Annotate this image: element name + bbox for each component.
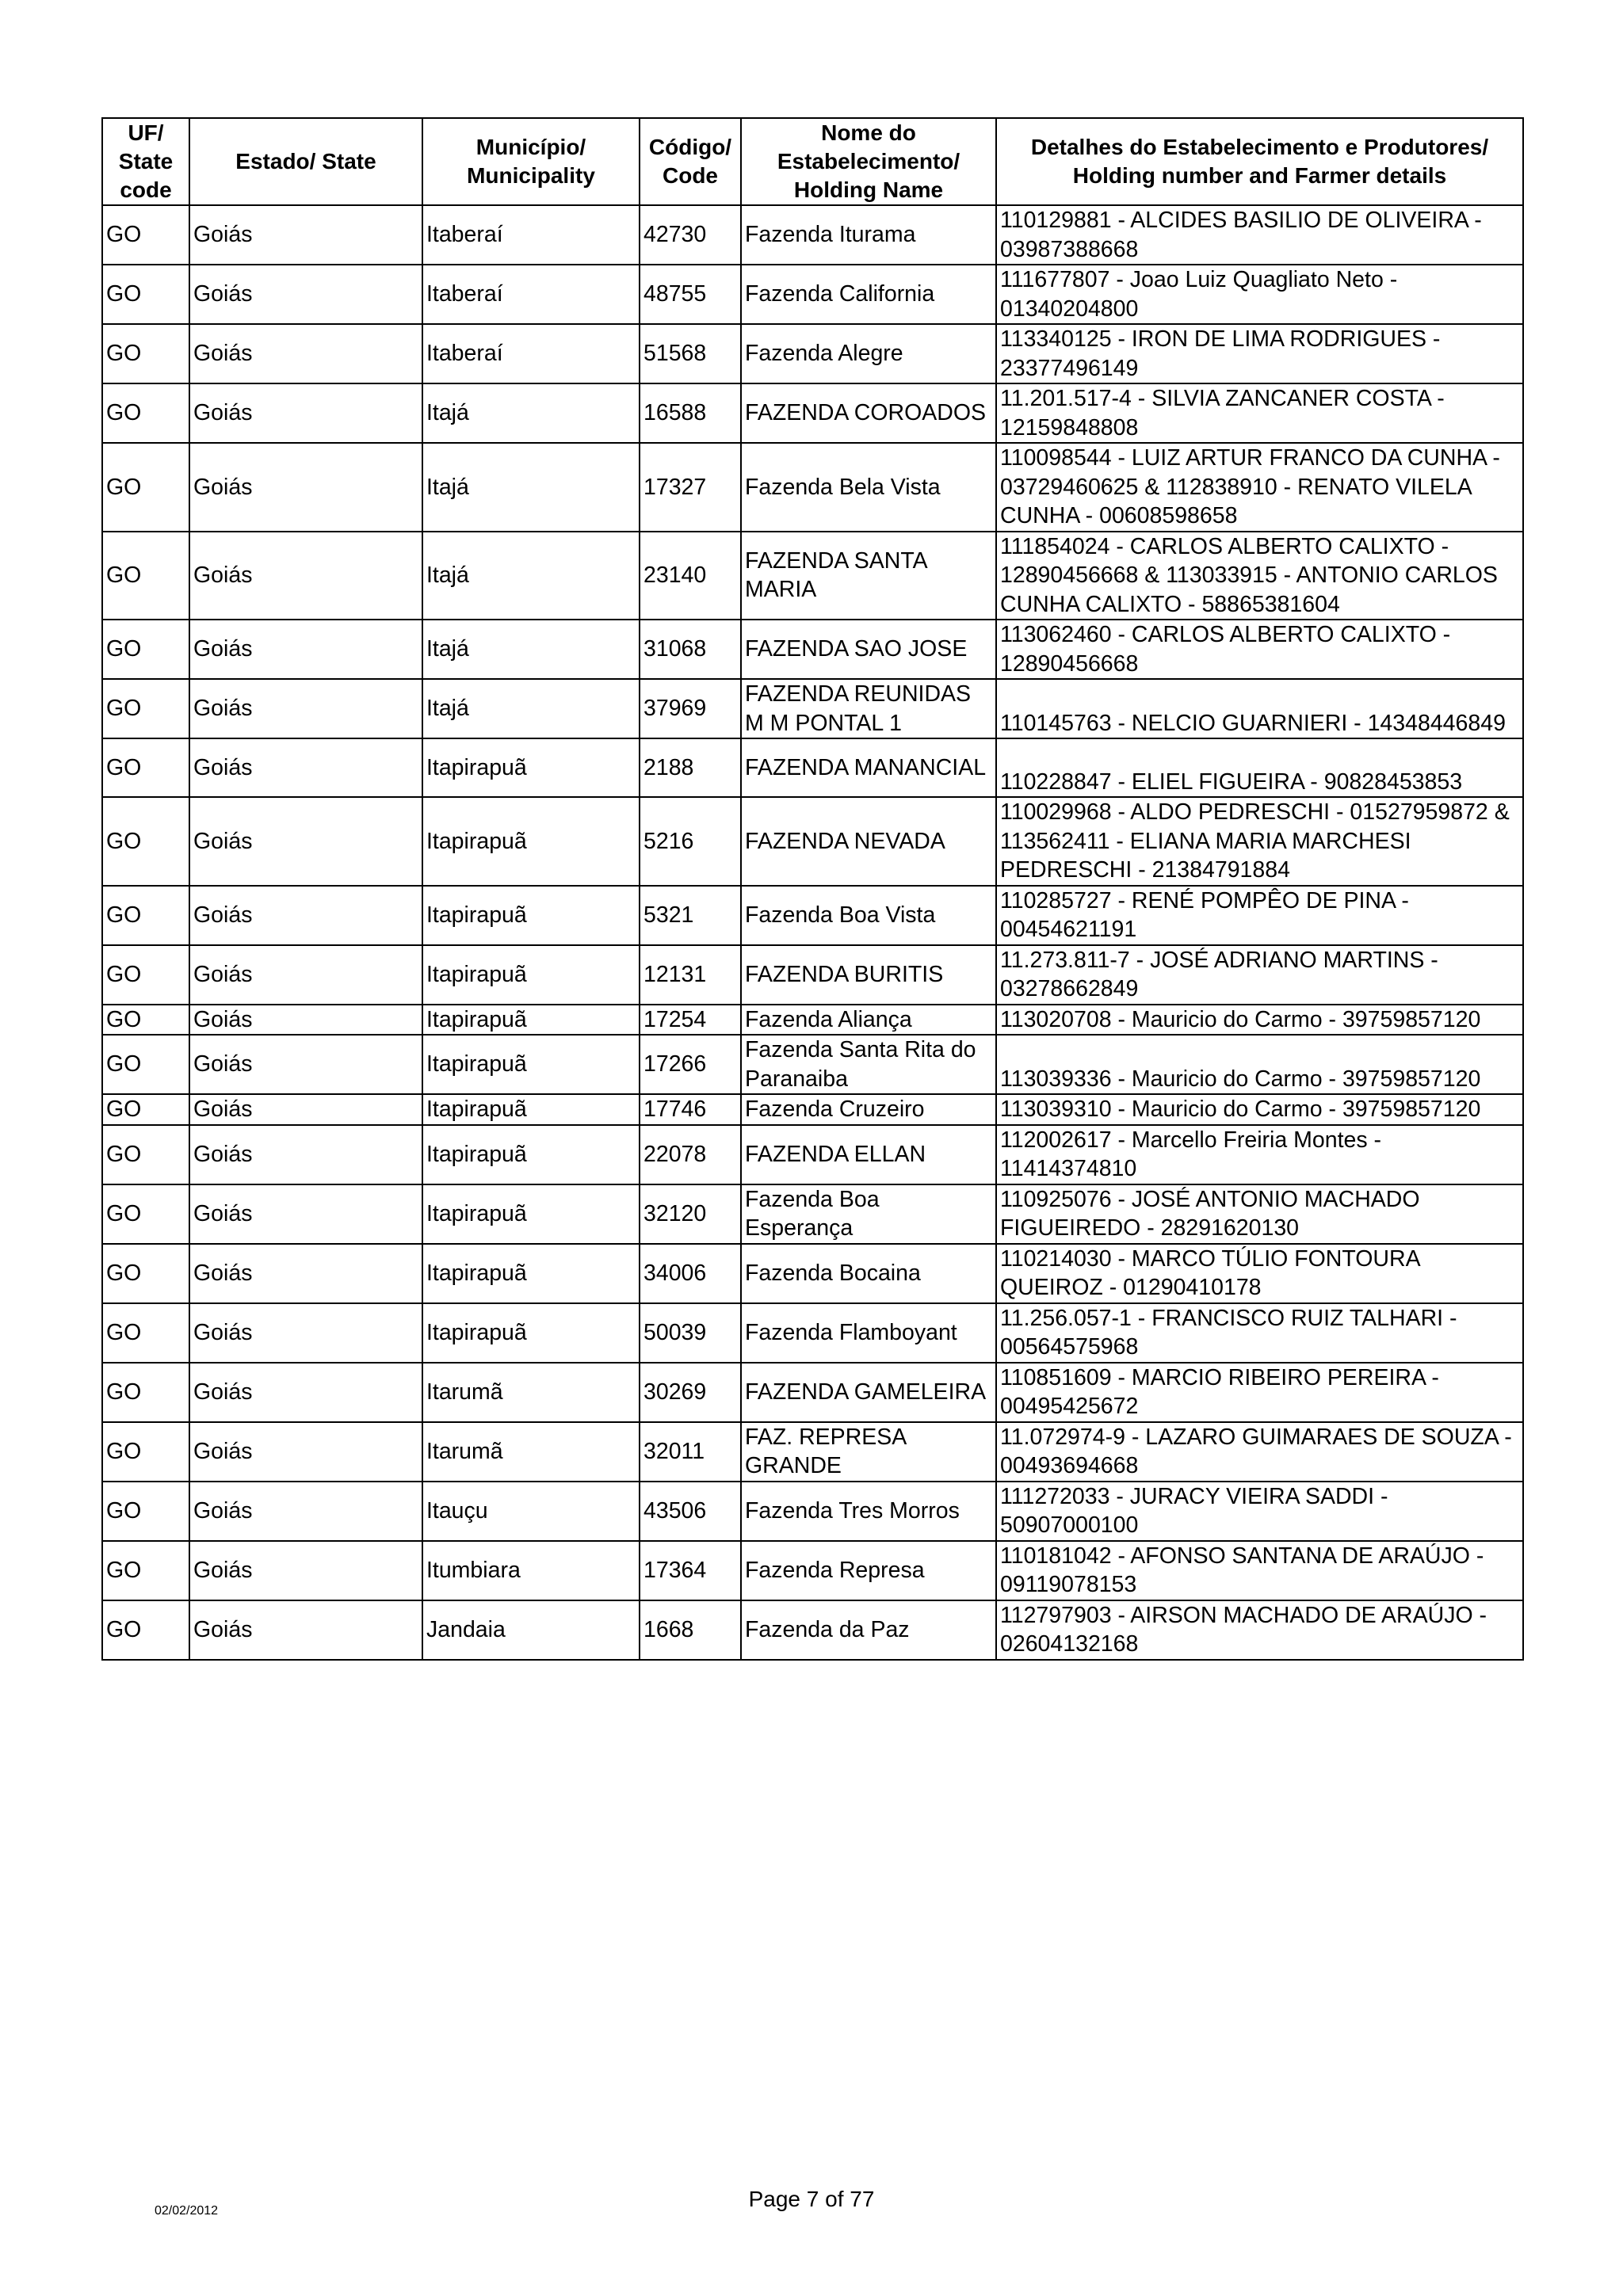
cell-estado: Goiás xyxy=(189,324,422,383)
cell-uf: GO xyxy=(102,443,189,532)
cell-detalhes: 110228847 - ELIEL FIGUEIRA - 90828453853 xyxy=(996,738,1523,797)
cell-detalhes: 110214030 - MARCO TÚLIO FONTOURA QUEIROZ - 01290410178 xyxy=(996,1244,1523,1303)
cell-codigo: 31068 xyxy=(640,620,741,679)
cell-detalhes: 110098544 - LUIZ ARTUR FRANCO DA CUNHA - 03729460625 & 112838910 - RENATO VILELA CUNHA - 00608598658 xyxy=(996,443,1523,532)
cell-municipio: Itapirapuã xyxy=(422,1303,640,1363)
cell-nome: Fazenda Iturama xyxy=(741,205,996,265)
cell-municipio: Itajá xyxy=(422,620,640,679)
cell-estado: Goiás xyxy=(189,1303,422,1363)
header-uf: UF/ State code xyxy=(102,118,189,205)
page-number: Page 7 of 77 xyxy=(748,2187,875,2211)
cell-codigo: 37969 xyxy=(640,679,741,738)
cell-nome: Fazenda da Paz xyxy=(741,1600,996,1660)
cell-nome: Fazenda Cruzeiro xyxy=(741,1094,996,1125)
table-row xyxy=(102,945,1523,1005)
cell-codigo: 32120 xyxy=(640,1184,741,1244)
cell-detalhes: 113039336 - Mauricio do Carmo - 39759857120 xyxy=(996,1035,1523,1094)
cell-nome: FAZENDA GAMELEIRA xyxy=(741,1363,996,1422)
cell-nome: Fazenda Represa xyxy=(741,1541,996,1600)
cell-nome: Fazenda Bela Vista xyxy=(741,443,996,532)
cell-uf: GO xyxy=(102,620,189,679)
cell-uf: GO xyxy=(102,205,189,265)
header-detalhes: Detalhes do Estabelecimento e Produtores/ Holding number and Farmer details xyxy=(996,118,1523,205)
cell-detalhes: 110145763 - NELCIO GUARNIERI - 14348446849 xyxy=(996,679,1523,738)
cell-codigo: 32011 xyxy=(640,1422,741,1482)
cell-municipio: Itumbiara xyxy=(422,1541,640,1600)
table-row xyxy=(102,738,1523,797)
cell-municipio: Itajá xyxy=(422,679,640,738)
cell-municipio: Itapirapuã xyxy=(422,1125,640,1184)
cell-municipio: Itapirapuã xyxy=(422,945,640,1005)
cell-codigo: 17254 xyxy=(640,1005,741,1035)
table-row xyxy=(102,679,1523,738)
cell-uf: GO xyxy=(102,1125,189,1184)
table-row xyxy=(102,1422,1523,1482)
cell-detalhes: 110181042 - AFONSO SANTANA DE ARAÚJO - 09119078153 xyxy=(996,1541,1523,1600)
cell-municipio: Itapirapuã xyxy=(422,1035,640,1094)
cell-detalhes: 11.273.811-7 - JOSÉ ADRIANO MARTINS - 03278662849 xyxy=(996,945,1523,1005)
cell-nome: Fazenda Aliança xyxy=(741,1005,996,1035)
cell-nome: FAZENDA ELLAN xyxy=(741,1125,996,1184)
cell-municipio: Itaberaí xyxy=(422,265,640,324)
table-row xyxy=(102,1094,1523,1125)
cell-nome: Fazenda Bocaina xyxy=(741,1244,996,1303)
header-nome: Nome do Estabelecimento/ Holding Name xyxy=(741,118,996,205)
cell-detalhes: 113340125 - IRON DE LIMA RODRIGUES - 23377496149 xyxy=(996,324,1523,383)
cell-estado: Goiás xyxy=(189,443,422,532)
table-row xyxy=(102,1303,1523,1363)
cell-uf: GO xyxy=(102,679,189,738)
cell-codigo: 22078 xyxy=(640,1125,741,1184)
cell-municipio: Itarumã xyxy=(422,1363,640,1422)
cell-estado: Goiás xyxy=(189,1005,422,1035)
cell-nome: Fazenda Boa Esperança xyxy=(741,1184,996,1244)
cell-estado: Goiás xyxy=(189,532,422,620)
cell-nome: FAZENDA SANTA MARIA xyxy=(741,532,996,620)
cell-codigo: 17266 xyxy=(640,1035,741,1094)
cell-estado: Goiás xyxy=(189,1125,422,1184)
cell-detalhes: 112002617 - Marcello Freiria Montes - 11414374810 xyxy=(996,1125,1523,1184)
cell-uf: GO xyxy=(102,1482,189,1541)
table-row xyxy=(102,797,1523,886)
cell-estado: Goiás xyxy=(189,265,422,324)
cell-estado: Goiás xyxy=(189,1184,422,1244)
header-estado: Estado/ State xyxy=(189,118,422,205)
cell-codigo: 23140 xyxy=(640,532,741,620)
cell-detalhes: 112797903 - AIRSON MACHADO DE ARAÚJO - 02604132168 xyxy=(996,1600,1523,1660)
cell-municipio: Itapirapuã xyxy=(422,1244,640,1303)
cell-estado: Goiás xyxy=(189,1094,422,1125)
cell-nome: Fazenda Boa Vista xyxy=(741,886,996,945)
table-row xyxy=(102,1035,1523,1094)
cell-uf: GO xyxy=(102,1422,189,1482)
table-row xyxy=(102,383,1523,443)
cell-nome: FAZENDA COROADOS xyxy=(741,383,996,443)
cell-uf: GO xyxy=(102,1035,189,1094)
cell-codigo: 51568 xyxy=(640,324,741,383)
cell-municipio: Itaberaí xyxy=(422,324,640,383)
table-row xyxy=(102,886,1523,945)
cell-codigo: 17364 xyxy=(640,1541,741,1600)
cell-municipio: Jandaia xyxy=(422,1600,640,1660)
table-row xyxy=(102,1184,1523,1244)
cell-uf: GO xyxy=(102,886,189,945)
cell-codigo: 17746 xyxy=(640,1094,741,1125)
cell-detalhes: 111854024 - CARLOS ALBERTO CALIXTO - 12890456668 & 113033915 - ANTONIO CARLOS CUNHA CALIXTO - 58865381604 xyxy=(996,532,1523,620)
cell-codigo: 42730 xyxy=(640,205,741,265)
cell-estado: Goiás xyxy=(189,383,422,443)
cell-municipio: Itauçu xyxy=(422,1482,640,1541)
cell-codigo: 2188 xyxy=(640,738,741,797)
cell-estado: Goiás xyxy=(189,1363,422,1422)
table-row xyxy=(102,205,1523,265)
cell-detalhes: 113062460 - CARLOS ALBERTO CALIXTO - 12890456668 xyxy=(996,620,1523,679)
cell-municipio: Itarumã xyxy=(422,1422,640,1482)
table-header-row xyxy=(102,118,1523,205)
cell-uf: GO xyxy=(102,1541,189,1600)
cell-nome: FAZ. REPRESA GRANDE xyxy=(741,1422,996,1482)
cell-estado: Goiás xyxy=(189,797,422,886)
table-row xyxy=(102,620,1523,679)
table-row xyxy=(102,1244,1523,1303)
cell-detalhes: 110925076 - JOSÉ ANTONIO MACHADO FIGUEIREDO - 28291620130 xyxy=(996,1184,1523,1244)
cell-uf: GO xyxy=(102,1094,189,1125)
cell-uf: GO xyxy=(102,383,189,443)
cell-estado: Goiás xyxy=(189,1422,422,1482)
table-row xyxy=(102,1541,1523,1600)
cell-detalhes: 110851609 - MARCIO RIBEIRO PEREIRA - 00495425672 xyxy=(996,1363,1523,1422)
cell-uf: GO xyxy=(102,1600,189,1660)
table-row xyxy=(102,532,1523,620)
cell-municipio: Itapirapuã xyxy=(422,886,640,945)
cell-municipio: Itapirapuã xyxy=(422,797,640,886)
cell-codigo: 5216 xyxy=(640,797,741,886)
cell-detalhes: 110029968 - ALDO PEDRESCHI - 01527959872 & 113562411 - ELIANA MARIA MARCHESI PEDRESCHI - 21384791884 xyxy=(996,797,1523,886)
cell-municipio: Itajá xyxy=(422,443,640,532)
cell-estado: Goiás xyxy=(189,1482,422,1541)
cell-nome: FAZENDA BURITIS xyxy=(741,945,996,1005)
cell-estado: Goiás xyxy=(189,945,422,1005)
cell-codigo: 34006 xyxy=(640,1244,741,1303)
cell-estado: Goiás xyxy=(189,679,422,738)
cell-codigo: 50039 xyxy=(640,1303,741,1363)
cell-detalhes: 11.256.057-1 - FRANCISCO RUIZ TALHARI - 00564575968 xyxy=(996,1303,1523,1363)
cell-detalhes: 11.201.517-4 - SILVIA ZANCANER COSTA - 12159848808 xyxy=(996,383,1523,443)
cell-detalhes: 110285727 - RENÉ POMPÊO DE PINA - 00454621191 xyxy=(996,886,1523,945)
cell-detalhes: 111677807 - Joao Luiz Quagliato Neto - 01340204800 xyxy=(996,265,1523,324)
cell-nome: Fazenda Tres Morros xyxy=(741,1482,996,1541)
table-row xyxy=(102,1005,1523,1035)
cell-municipio: Itapirapuã xyxy=(422,738,640,797)
cell-uf: GO xyxy=(102,1303,189,1363)
cell-nome: FAZENDA REUNIDAS M M PONTAL 1 xyxy=(741,679,996,738)
holdings-table xyxy=(101,117,1524,1661)
cell-estado: Goiás xyxy=(189,1541,422,1600)
cell-uf: GO xyxy=(102,265,189,324)
cell-uf: GO xyxy=(102,324,189,383)
table-row xyxy=(102,1363,1523,1422)
cell-estado: Goiás xyxy=(189,886,422,945)
table-row xyxy=(102,324,1523,383)
cell-nome: FAZENDA MANANCIAL xyxy=(741,738,996,797)
cell-municipio: Itajá xyxy=(422,383,640,443)
header-municipio: Município/ Municipality xyxy=(422,118,640,205)
cell-codigo: 48755 xyxy=(640,265,741,324)
cell-nome: FAZENDA SAO JOSE xyxy=(741,620,996,679)
cell-estado: Goiás xyxy=(189,205,422,265)
cell-codigo: 17327 xyxy=(640,443,741,532)
cell-municipio: Itaberaí xyxy=(422,205,640,265)
header-codigo: Código/ Code xyxy=(640,118,741,205)
cell-nome: FAZENDA NEVADA xyxy=(741,797,996,886)
cell-nome: Fazenda Alegre xyxy=(741,324,996,383)
cell-codigo: 16588 xyxy=(640,383,741,443)
cell-codigo: 30269 xyxy=(640,1363,741,1422)
cell-estado: Goiás xyxy=(189,738,422,797)
cell-uf: GO xyxy=(102,532,189,620)
cell-estado: Goiás xyxy=(189,1035,422,1094)
cell-estado: Goiás xyxy=(189,1600,422,1660)
cell-estado: Goiás xyxy=(189,620,422,679)
cell-municipio: Itapirapuã xyxy=(422,1184,640,1244)
cell-nome: Fazenda Flamboyant xyxy=(741,1303,996,1363)
table-row xyxy=(102,1600,1523,1660)
cell-municipio: Itapirapuã xyxy=(422,1005,640,1035)
cell-nome: Fazenda Santa Rita do Paranaiba xyxy=(741,1035,996,1094)
cell-uf: GO xyxy=(102,945,189,1005)
cell-uf: GO xyxy=(102,797,189,886)
cell-detalhes: 11.072974-9 - LAZARO GUIMARAES DE SOUZA - 00493694668 xyxy=(996,1422,1523,1482)
table-row xyxy=(102,443,1523,532)
cell-uf: GO xyxy=(102,738,189,797)
footer-date: 02/02/2012 xyxy=(155,2204,219,2218)
cell-uf: GO xyxy=(102,1244,189,1303)
cell-municipio: Itapirapuã xyxy=(422,1094,640,1125)
cell-uf: GO xyxy=(102,1184,189,1244)
cell-municipio: Itajá xyxy=(422,532,640,620)
cell-estado: Goiás xyxy=(189,1244,422,1303)
cell-nome: Fazenda California xyxy=(741,265,996,324)
cell-detalhes: 110129881 - ALCIDES BASILIO DE OLIVEIRA - 03987388668 xyxy=(996,205,1523,265)
cell-codigo: 43506 xyxy=(640,1482,741,1541)
table-row xyxy=(102,265,1523,324)
cell-detalhes: 111272033 - JURACY VIEIRA SADDI - 50907000100 xyxy=(996,1482,1523,1541)
cell-codigo: 12131 xyxy=(640,945,741,1005)
cell-codigo: 1668 xyxy=(640,1600,741,1660)
cell-detalhes: 113020708 - Mauricio do Carmo - 39759857120 xyxy=(996,1005,1523,1035)
table-row xyxy=(102,1482,1523,1541)
cell-codigo: 5321 xyxy=(640,886,741,945)
cell-uf: GO xyxy=(102,1363,189,1422)
table-row xyxy=(102,1125,1523,1184)
cell-uf: GO xyxy=(102,1005,189,1035)
cell-detalhes: 113039310 - Mauricio do Carmo - 39759857120 xyxy=(996,1094,1523,1125)
